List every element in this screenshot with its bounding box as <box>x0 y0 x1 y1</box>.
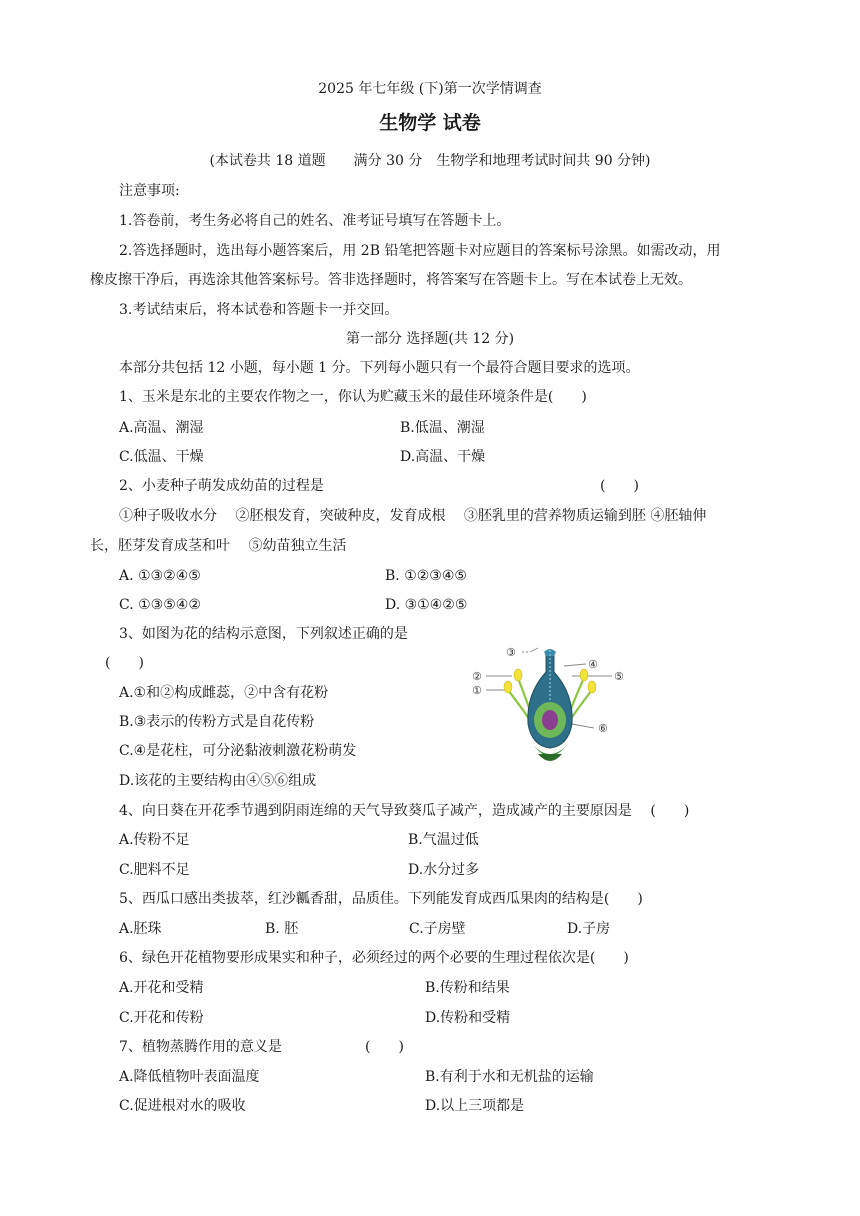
question-stem: 2、小麦种子萌发成幼苗的过程是 <box>119 478 324 494</box>
diagram-label: ① <box>472 684 482 697</box>
option: B. 胚 <box>265 921 299 937</box>
option: D.传粉和受精 <box>425 1010 511 1026</box>
option: C.子房壁 <box>409 921 466 937</box>
option: C.开花和传粉 <box>119 1010 204 1026</box>
exam-info: (本试卷共 18 道题 满分 30 分 生物学和地理考试时间共 90 分钟) <box>209 153 651 169</box>
option: D. ③①④②⑤ <box>385 597 468 613</box>
option: A.高温、潮湿 <box>119 420 204 436</box>
section-title: 第一部分 选择题(共 12 分) <box>345 331 515 347</box>
diagram-label: ⑥ <box>598 722 608 735</box>
question-stem: 5、西瓜口感出类拔萃，红沙瓤香甜，品质佳。下列能发育成西瓜果肉的结构是( ) <box>119 891 643 907</box>
option: D.高温、干燥 <box>400 449 486 465</box>
option: C.④是花柱，可分泌黏液刺激花粉萌发 <box>119 743 357 759</box>
answer-bracket: ( ) <box>105 655 144 671</box>
option: B.传粉和结果 <box>425 980 510 996</box>
question-sub-line: ①种子吸收水分 ②胚根发育，突破种皮，发育成根 ③胚乳里的营养物质运输到胚 ④胚轴伸 <box>119 508 707 524</box>
option: C.促进根对水的吸收 <box>119 1098 246 1114</box>
option: A.传粉不足 <box>119 832 190 848</box>
option: B. ①②③④⑤ <box>385 568 467 584</box>
option: B.③表示的传粉方式是自花传粉 <box>119 714 315 730</box>
option: A.①和②构成雌蕊，②中含有花粉 <box>119 685 329 701</box>
option: A.胚珠 <box>119 921 162 937</box>
option: B.低温、潮湿 <box>400 420 485 436</box>
diagram-label: ④ <box>588 658 598 671</box>
option: B.有利于水和无机盐的运输 <box>425 1069 594 1085</box>
note-item: 橡皮擦干净后，再选涂其他答案标号。答非选择题时，将答案写在答题卡上。写在本试卷上无效。 <box>90 272 692 288</box>
diagram-label: ③ <box>506 646 516 659</box>
question-stem: 4、向日葵在开花季节遇到阴雨连绵的天气导致葵瓜子减产，造成减产的主要原因是 ( ) <box>119 803 690 819</box>
question-stem: 6、绿色开花植物要形成果实和种子，必须经过的两个必要的生理过程依次是( ) <box>119 950 629 966</box>
subject-title: 生物学 试卷 <box>379 112 481 134</box>
section-intro: 本部分共包括 12 小题，每小题 1 分。下列每小题只有一个最符合题目要求的选项。 <box>119 360 640 376</box>
option: A.开花和受精 <box>119 980 204 996</box>
option: D.子房 <box>567 921 611 937</box>
option: C.低温、干燥 <box>119 449 204 465</box>
answer-bracket: ( ) <box>600 478 639 494</box>
option: C.肥料不足 <box>119 862 190 878</box>
note-item: 3.考试结束后，将本试卷和答题卡一并交回。 <box>119 302 399 318</box>
exam-title: 2025 年七年级 (下)第一次学情调查 <box>318 81 542 97</box>
question-stem: 7、植物蒸腾作用的意义是 <box>119 1039 282 1055</box>
question-sub-line: 长，胚芽发育成茎和叶 ⑤幼苗独立生活 <box>90 538 347 554</box>
notes-heading: 注意事项: <box>119 183 180 199</box>
option: A. ①③②④⑤ <box>119 568 201 584</box>
option: C. ①③⑤④② <box>119 597 201 613</box>
option: D.以上三项都是 <box>425 1098 525 1114</box>
note-item: 2.答选择题时，选出每小题答案后，用 2B 铅笔把答题卡对应题目的答案标号涂黑。如需改动，用 <box>119 243 721 259</box>
note-item: 1.答卷前，考生务必将自己的姓名、准考证号填写在答题卡上。 <box>119 213 511 229</box>
question-stem: 1、玉米是东北的主要农作物之一，你认为贮藏玉米的最佳环境条件是( ) <box>119 389 587 405</box>
answer-bracket: ( ) <box>365 1039 404 1055</box>
question-stem: 3、如图为花的结构示意图，下列叙述正确的是 <box>119 626 408 642</box>
option: A.降低植物叶表面温度 <box>119 1069 260 1085</box>
flower-structure-diagram <box>468 642 636 768</box>
option: B.气温过低 <box>408 832 479 848</box>
diagram-label: ② <box>472 670 482 683</box>
diagram-label: ⑤ <box>614 670 624 683</box>
option: D.水分过多 <box>408 862 480 878</box>
option: D.该花的主要结构由④⑤⑥组成 <box>119 773 317 789</box>
